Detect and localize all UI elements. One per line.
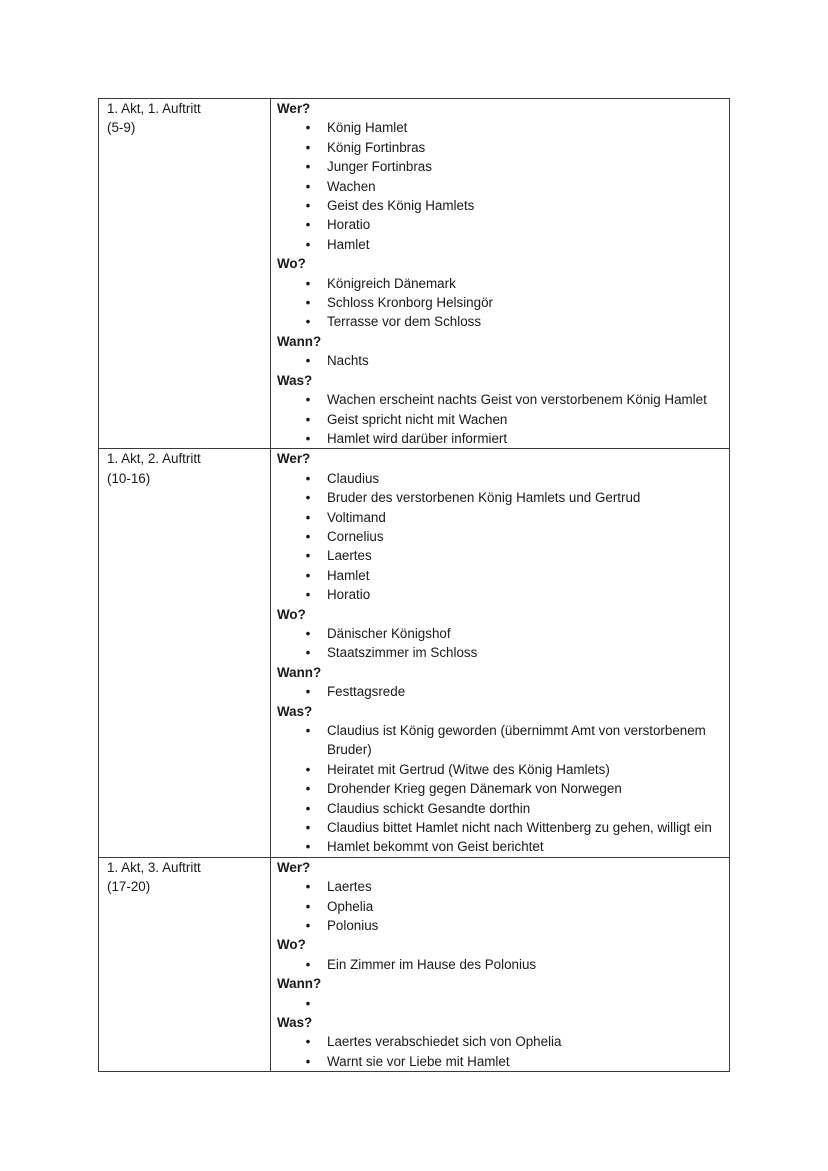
list-item: • Königreich Dänemark <box>277 274 721 293</box>
bullet-icon: • <box>305 956 311 972</box>
bullet-icon: • <box>305 723 311 738</box>
bullet-list <box>277 994 721 1013</box>
list-item: • Wachen erscheint nachts Geist von verstorbenem König Hamlet <box>277 390 721 409</box>
bullet-icon: • <box>305 314 311 330</box>
act-title: 1. Akt, 2. Auftritt <box>107 451 201 467</box>
bullet-icon: • <box>305 839 311 855</box>
list-item <box>277 994 721 1013</box>
section-heading: Was? <box>277 703 313 719</box>
act-cell <box>99 857 271 1071</box>
bullet-icon: • <box>305 1034 311 1050</box>
bullet-icon: • <box>305 567 311 583</box>
list-item: • Staatszimmer im Schloss <box>277 643 721 662</box>
bullet-icon: • <box>305 178 311 194</box>
list-item: • Dänischer Königshof <box>277 624 721 643</box>
bullet-icon: • <box>305 217 311 233</box>
list-item: • Hamlet wird darüber informiert <box>277 429 721 448</box>
bullet-icon: • <box>305 198 311 214</box>
list-item: • Warnt sie vor Liebe mit Hamlet <box>277 1052 721 1071</box>
table-row <box>99 449 730 858</box>
list-item: • Terrasse vor dem Schloss <box>277 312 721 331</box>
act-cell <box>99 449 271 858</box>
bullet-icon: • <box>305 430 311 446</box>
bullet-icon: • <box>305 470 311 486</box>
list-item: • Polonius <box>277 916 721 935</box>
bullet-icon: • <box>305 353 311 369</box>
table-row <box>99 857 730 1071</box>
bullet-icon: • <box>305 159 311 175</box>
list-item: • Wachen <box>277 177 721 196</box>
bullet-icon: • <box>305 995 311 1011</box>
bullet-icon: • <box>305 411 311 427</box>
bullet-list <box>277 1032 721 1071</box>
bullet-list <box>277 721 721 857</box>
bullet-list <box>277 390 721 448</box>
list-item: • Geist des König Hamlets <box>277 196 721 215</box>
bullet-icon: • <box>305 625 311 641</box>
bullet-list <box>277 682 721 701</box>
list-item: • Hamlet bekommt von Geist berichtet <box>277 837 721 856</box>
section-heading: Wann? <box>277 976 322 992</box>
list-item: • Horatio <box>277 215 721 234</box>
content-cell <box>271 449 730 858</box>
bullet-icon: • <box>305 528 311 544</box>
list-item: • Laertes <box>277 546 721 565</box>
section-heading: Wann? <box>277 333 322 349</box>
list-item: • Claudius ist König geworden (übernimmt Amt von verstorbenem Bruder) <box>277 721 721 760</box>
list-item: • Schloss Kronborg Helsingör <box>277 293 721 312</box>
list-item: • Hamlet <box>277 235 721 254</box>
bullet-list <box>277 274 721 332</box>
bullet-icon: • <box>305 761 311 777</box>
section-heading: Wer? <box>277 451 311 467</box>
bullet-list <box>277 469 721 605</box>
act-pages: (10-16) <box>107 470 151 486</box>
bullet-icon: • <box>305 820 311 836</box>
bullet-icon: • <box>305 645 311 661</box>
bullet-icon: • <box>305 392 311 408</box>
content-cell <box>271 857 730 1071</box>
bullet-list <box>277 118 721 254</box>
bullet-icon: • <box>305 1053 311 1069</box>
list-item: • Laertes <box>277 877 721 896</box>
list-item: • Bruder des verstorbenen König Hamlets und Gertrud <box>277 488 721 507</box>
section-heading: Wann? <box>277 664 322 680</box>
section-heading: Wo? <box>277 937 306 953</box>
bullet-list <box>277 351 721 370</box>
list-item: • Claudius bittet Hamlet nicht nach Wittenberg zu gehen, willigt ein <box>277 818 721 837</box>
bullet-list <box>277 877 721 935</box>
list-item: • Laertes verabschiedet sich von Ophelia <box>277 1032 721 1051</box>
act-cell <box>99 99 271 449</box>
list-item: • Junger Fortinbras <box>277 157 721 176</box>
bullet-icon: • <box>305 587 311 603</box>
bullet-icon: • <box>305 295 311 311</box>
bullet-icon: • <box>305 918 311 934</box>
act-pages: (5-9) <box>107 120 136 136</box>
list-item: • Geist spricht nicht mit Wachen <box>277 410 721 429</box>
section-heading: Wo? <box>277 256 306 272</box>
bullet-icon: • <box>305 120 311 136</box>
section-heading: Wer? <box>277 101 311 116</box>
act-title: 1. Akt, 3. Auftritt <box>107 859 201 875</box>
bullet-icon: • <box>305 781 311 797</box>
list-item: • Nachts <box>277 351 721 370</box>
list-item: • Festtagsrede <box>277 682 721 701</box>
section-heading: Wer? <box>277 859 311 875</box>
bullet-icon: • <box>305 490 311 506</box>
list-item: • Cornelius <box>277 527 721 546</box>
bullet-icon: • <box>305 548 311 564</box>
list-item: • König Fortinbras <box>277 138 721 157</box>
bullet-icon: • <box>305 879 311 895</box>
bullet-icon: • <box>305 684 311 700</box>
bullet-icon: • <box>305 275 311 291</box>
list-item: • Drohender Krieg gegen Dänemark von Norwegen <box>277 779 721 798</box>
bullet-icon: • <box>305 139 311 155</box>
list-item: • Ein Zimmer im Hause des Polonius <box>277 955 721 974</box>
list-item: • Horatio <box>277 585 721 604</box>
content-cell <box>271 99 730 449</box>
list-item: • Hamlet <box>277 566 721 585</box>
bullet-icon: • <box>305 509 311 525</box>
act-title: 1. Akt, 1. Auftritt <box>107 101 201 116</box>
list-item: • König Hamlet <box>277 118 721 137</box>
section-heading: Was? <box>277 372 313 388</box>
bullet-icon: • <box>305 898 311 914</box>
bullet-list <box>277 624 721 663</box>
bullet-icon: • <box>305 800 311 816</box>
list-item: • Claudius <box>277 469 721 488</box>
bullet-list <box>277 955 721 974</box>
list-item: • Voltimand <box>277 508 721 527</box>
act-pages: (17-20) <box>107 879 151 895</box>
list-item: • Claudius schickt Gesandte dorthin <box>277 799 721 818</box>
list-item: • Ophelia <box>277 897 721 916</box>
section-heading: Wo? <box>277 606 306 622</box>
table-row <box>99 99 730 449</box>
scene-table <box>98 98 730 1072</box>
list-item: • Heiratet mit Gertrud (Witwe des König Hamlets) <box>277 760 721 779</box>
section-heading: Was? <box>277 1015 313 1031</box>
bullet-icon: • <box>305 236 311 252</box>
